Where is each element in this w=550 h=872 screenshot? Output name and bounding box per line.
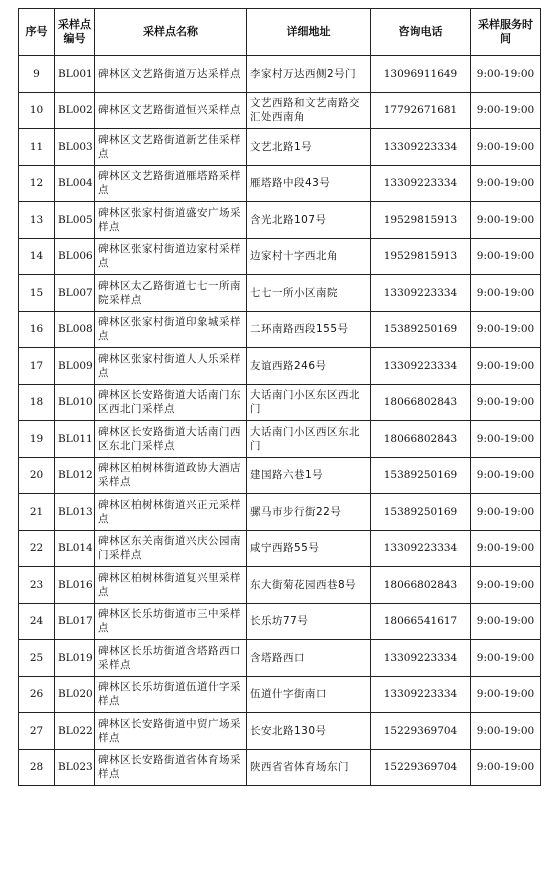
table-row xyxy=(19,238,541,275)
cell-phone: 13309223334 xyxy=(371,676,471,713)
cell-code: BL007 xyxy=(55,275,95,312)
cell-site-name: 碑林区文艺路街道万达采样点 xyxy=(95,56,247,93)
cell-code: BL019 xyxy=(55,640,95,677)
table-row xyxy=(19,311,541,348)
cell-phone: 18066802843 xyxy=(371,421,471,458)
cell-phone: 15229369704 xyxy=(371,713,471,750)
cell-service-time: 9:00-19:00 xyxy=(471,421,541,458)
table-row xyxy=(19,165,541,202)
cell-code: BL002 xyxy=(55,92,95,129)
cell-service-time: 9:00-19:00 xyxy=(471,640,541,677)
cell-address: 边家村十字西北角 xyxy=(247,238,371,275)
table-row xyxy=(19,640,541,677)
cell-phone: 15389250169 xyxy=(371,311,471,348)
table-header-row xyxy=(19,9,541,56)
cell-address: 含塔路西口 xyxy=(247,640,371,677)
table-row xyxy=(19,603,541,640)
cell-no: 22 xyxy=(19,530,55,567)
cell-service-time: 9:00-19:00 xyxy=(471,603,541,640)
cell-code: BL003 xyxy=(55,129,95,166)
cell-code: BL011 xyxy=(55,421,95,458)
cell-service-time: 9:00-19:00 xyxy=(471,165,541,202)
cell-address: 含光北路107号 xyxy=(247,202,371,239)
cell-site-name: 碑林区柏树林街道复兴里采样点 xyxy=(95,567,247,604)
header-code: 采样点编号 xyxy=(55,9,95,56)
cell-no: 21 xyxy=(19,494,55,531)
cell-phone: 13309223334 xyxy=(371,348,471,385)
table-row xyxy=(19,749,541,786)
cell-phone: 18066541617 xyxy=(371,603,471,640)
cell-no: 19 xyxy=(19,421,55,458)
sampling-sites-table xyxy=(18,8,541,786)
table-row xyxy=(19,384,541,421)
cell-code: BL017 xyxy=(55,603,95,640)
table-row xyxy=(19,494,541,531)
cell-address: 骡马市步行街22号 xyxy=(247,494,371,531)
cell-phone: 15389250169 xyxy=(371,457,471,494)
cell-code: BL012 xyxy=(55,457,95,494)
cell-site-name: 碑林区长安路街道大话南门东区西北门采样点 xyxy=(95,384,247,421)
cell-phone: 19529815913 xyxy=(371,202,471,239)
cell-phone: 13309223334 xyxy=(371,165,471,202)
table-row xyxy=(19,92,541,129)
table-row xyxy=(19,348,541,385)
cell-site-name: 碑林区长安路街道大话南门西区东北门采样点 xyxy=(95,421,247,458)
cell-service-time: 9:00-19:00 xyxy=(471,202,541,239)
cell-site-name: 碑林区太乙路街道七七一所南院采样点 xyxy=(95,275,247,312)
cell-site-name: 碑林区张家村街道盛安广场采样点 xyxy=(95,202,247,239)
cell-no: 27 xyxy=(19,713,55,750)
cell-phone: 13309223334 xyxy=(371,275,471,312)
cell-address: 长乐坊77号 xyxy=(247,603,371,640)
cell-site-name: 碑林区张家村街道边家村采样点 xyxy=(95,238,247,275)
cell-site-name: 碑林区长安路街道省体育场采样点 xyxy=(95,749,247,786)
cell-no: 12 xyxy=(19,165,55,202)
cell-phone: 17792671681 xyxy=(371,92,471,129)
cell-code: BL010 xyxy=(55,384,95,421)
table-row xyxy=(19,202,541,239)
cell-phone: 13096911649 xyxy=(371,56,471,93)
cell-code: BL020 xyxy=(55,676,95,713)
table-row xyxy=(19,713,541,750)
cell-no: 10 xyxy=(19,92,55,129)
cell-service-time: 9:00-19:00 xyxy=(471,713,541,750)
table-row xyxy=(19,421,541,458)
cell-address: 二环南路西段155号 xyxy=(247,311,371,348)
cell-site-name: 碑林区张家村街道人人乐采样点 xyxy=(95,348,247,385)
table-row xyxy=(19,530,541,567)
table-row xyxy=(19,56,541,93)
cell-address: 陕西省省体育场东门 xyxy=(247,749,371,786)
table-row xyxy=(19,129,541,166)
cell-code: BL009 xyxy=(55,348,95,385)
cell-phone: 18066802843 xyxy=(371,567,471,604)
header-no: 序号 xyxy=(19,9,55,56)
header-service-time: 采样服务时间 xyxy=(471,9,541,56)
cell-no: 11 xyxy=(19,129,55,166)
table-row xyxy=(19,457,541,494)
cell-address: 文艺西路和文艺南路交汇处西南角 xyxy=(247,92,371,129)
cell-no: 26 xyxy=(19,676,55,713)
cell-code: BL022 xyxy=(55,713,95,750)
cell-code: BL008 xyxy=(55,311,95,348)
cell-code: BL014 xyxy=(55,530,95,567)
cell-phone: 15389250169 xyxy=(371,494,471,531)
cell-no: 24 xyxy=(19,603,55,640)
cell-service-time: 9:00-19:00 xyxy=(471,457,541,494)
cell-code: BL016 xyxy=(55,567,95,604)
cell-address: 伍道什字街南口 xyxy=(247,676,371,713)
table-row xyxy=(19,275,541,312)
cell-site-name: 碑林区长安路街道中贸广场采样点 xyxy=(95,713,247,750)
cell-site-name: 碑林区长乐坊街道伍道什字采样点 xyxy=(95,676,247,713)
cell-phone: 18066802843 xyxy=(371,384,471,421)
cell-service-time: 9:00-19:00 xyxy=(471,129,541,166)
cell-no: 18 xyxy=(19,384,55,421)
cell-code: BL013 xyxy=(55,494,95,531)
table-row xyxy=(19,567,541,604)
header-phone: 咨询电话 xyxy=(371,9,471,56)
cell-address: 东大街菊花园西巷8号 xyxy=(247,567,371,604)
cell-address: 友谊西路246号 xyxy=(247,348,371,385)
cell-no: 20 xyxy=(19,457,55,494)
cell-phone: 19529815913 xyxy=(371,238,471,275)
cell-phone: 13309223334 xyxy=(371,129,471,166)
cell-site-name: 碑林区柏树林街道兴正元采样点 xyxy=(95,494,247,531)
cell-service-time: 9:00-19:00 xyxy=(471,348,541,385)
cell-address: 李家村万达西侧2号门 xyxy=(247,56,371,93)
cell-no: 23 xyxy=(19,567,55,604)
cell-service-time: 9:00-19:00 xyxy=(471,275,541,312)
cell-service-time: 9:00-19:00 xyxy=(471,384,541,421)
cell-site-name: 碑林区文艺路街道雁塔路采样点 xyxy=(95,165,247,202)
cell-address: 七七一所小区南院 xyxy=(247,275,371,312)
cell-phone: 13309223334 xyxy=(371,640,471,677)
cell-address: 大话南门小区西区东北门 xyxy=(247,421,371,458)
cell-code: BL001 xyxy=(55,56,95,93)
cell-service-time: 9:00-19:00 xyxy=(471,311,541,348)
cell-code: BL004 xyxy=(55,165,95,202)
header-name: 采样点名称 xyxy=(95,9,247,56)
cell-service-time: 9:00-19:00 xyxy=(471,494,541,531)
header-address: 详细地址 xyxy=(247,9,371,56)
cell-no: 9 xyxy=(19,56,55,93)
cell-no: 28 xyxy=(19,749,55,786)
cell-site-name: 碑林区长乐坊街道市三中采样点 xyxy=(95,603,247,640)
cell-no: 13 xyxy=(19,202,55,239)
cell-address: 大话南门小区东区西北门 xyxy=(247,384,371,421)
cell-code: BL005 xyxy=(55,202,95,239)
cell-code: BL023 xyxy=(55,749,95,786)
cell-address: 长安北路130号 xyxy=(247,713,371,750)
cell-code: BL006 xyxy=(55,238,95,275)
cell-site-name: 碑林区柏树林街道政协大酒店采样点 xyxy=(95,457,247,494)
cell-address: 咸宁西路55号 xyxy=(247,530,371,567)
cell-no: 16 xyxy=(19,311,55,348)
cell-no: 14 xyxy=(19,238,55,275)
cell-no: 17 xyxy=(19,348,55,385)
cell-phone: 13309223334 xyxy=(371,530,471,567)
cell-service-time: 9:00-19:00 xyxy=(471,749,541,786)
cell-site-name: 碑林区文艺路街道恒兴采样点 xyxy=(95,92,247,129)
cell-address: 建国路六巷1号 xyxy=(247,457,371,494)
cell-address: 文艺北路1号 xyxy=(247,129,371,166)
cell-service-time: 9:00-19:00 xyxy=(471,238,541,275)
cell-site-name: 碑林区东关南街道兴庆公园南门采样点 xyxy=(95,530,247,567)
cell-service-time: 9:00-19:00 xyxy=(471,530,541,567)
cell-service-time: 9:00-19:00 xyxy=(471,567,541,604)
cell-service-time: 9:00-19:00 xyxy=(471,56,541,93)
cell-address: 雁塔路中段43号 xyxy=(247,165,371,202)
cell-site-name: 碑林区张家村街道印象城采样点 xyxy=(95,311,247,348)
cell-service-time: 9:00-19:00 xyxy=(471,92,541,129)
cell-site-name: 碑林区文艺路街道新艺佳采样点 xyxy=(95,129,247,166)
cell-site-name: 碑林区长乐坊街道含塔路西口采样点 xyxy=(95,640,247,677)
cell-no: 15 xyxy=(19,275,55,312)
table-row xyxy=(19,676,541,713)
document-page xyxy=(18,8,540,786)
cell-service-time: 9:00-19:00 xyxy=(471,676,541,713)
cell-no: 25 xyxy=(19,640,55,677)
cell-phone: 15229369704 xyxy=(371,749,471,786)
